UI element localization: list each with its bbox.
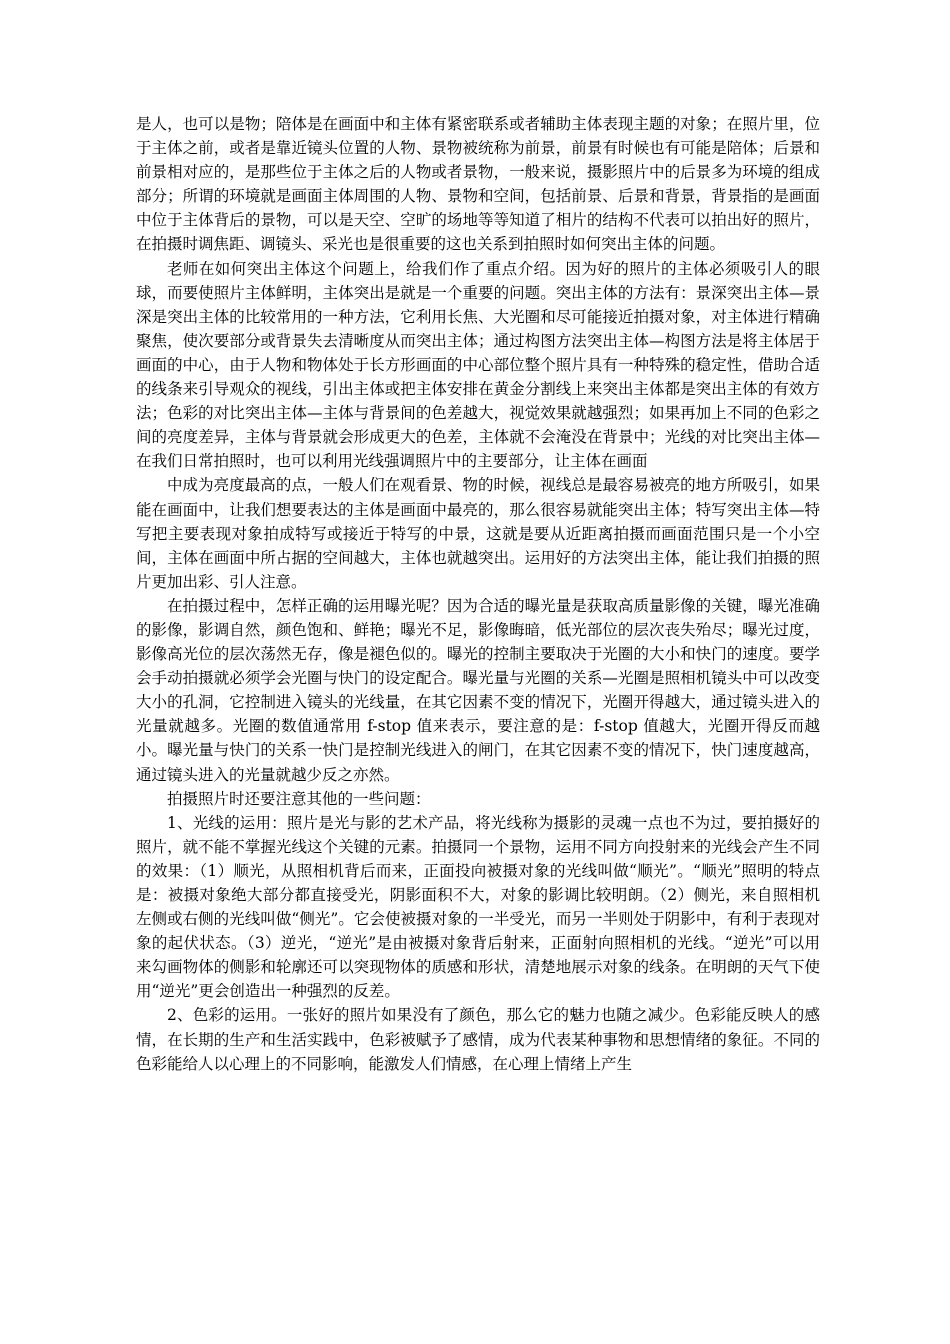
paragraph-subject-structure: 是人，也可以是物；陪体是在画面中和主体有紧密联系或者辅助主体表现主题的对象；在照片里，位于主体之前，或者是靠近镜头位置的人物、景物被统称为前景，前景有时候也有可能是陪体；后景和前景相对应的，是那些位于主体之后的人物或者景物，一般来说，摄影照片中的后景多为环境的组成部分；所谓的环境就是画面主体周围的人物、景物和空间，包括前景、后景和背景，背景指的是画面中位于主体背后的景物，可以是天空、空旷的场地等等知道了相片的结构不代表可以拍出好的照片，在拍摄时调焦距、调镜头、采光也是很重要的这也关系到拍照时如何突出主体的问题。 (136, 115, 820, 254)
paragraph-light-usage: 1、光线的运用：照片是光与影的艺术产品，将光线称为摄影的灵魂一点也不为过，要拍摄好的照片，就不能不掌握光线这个关键的元素。拍摄同一个景物，运用不同方向投射来的光线会产生不同的效果：（1）顺光，从照相机背后而来，正面投向被摄对象的光线叫做“顺光”。“顺光”照明的特点是：被摄对象绝大部分都直接受光，阴影面积不大，对象的影调比较明朗。（2）侧光，来自照相机左侧或右侧的光线叫做“侧光”。它会使被摄对象的一半受光，而另一半则处于阴影中，有利于表现对象的起伏状态。（3）逆光，“逆光”是由被摄对象背后射来，正面射向照相机的光线。“逆光”可以用来勾画物体的侧影和轮廓还可以突现物体的质感和形状，清楚地展示对象的线条。在明朗的天气下使用“逆光”更会创造出一种强烈的反差。 (136, 813, 820, 1001)
paragraph-color-usage: 2、色彩的运用。一张好的照片如果没有了颜色，那么它的魅力也随之减少。色彩能反映人的感情，在长期的生产和生活实践中，色彩被赋予了感情，成为代表某种事物和思想情绪的象征。不同的色彩能给人以心理上的不同影响，能激发人们情感，在心理上情绪上产生 (136, 1006, 820, 1073)
paragraph-exposure: 在拍摄过程中，怎样正确的运用曝光呢？因为合适的曝光量是获取高质量影像的关键，曝光准确的影像，影调自然，颜色饱和、鲜艳；曝光不足，影像晦暗，低光部位的层次丧失殆尽；曝光过度，影像高光位的层次荡然无存，像是褪色似的。曝光的控制主要取决于光圈的大小和快门的速度。要学会手动拍摄就必须学会光圈与快门的设定配合。曝光量与光圈的关系—光圈是照相机镜头中可以改变大小的孔洞，它控制进入镜头的光线量，在其它因素不变的情况下，光圈开得越大，通过镜头进入的光量就越多。光圈的数值通常用 f-stop 值来表示，要注意的是：f-stop 值越大，光圈开得反而越小。曝光量与快门的关系一快门是控制光线进入的闸门，在其它因素不变的情况下，快门速度越高，通过镜头进入的光量就越少反之亦然。 (136, 596, 820, 784)
document-body (136, 112, 820, 1076)
paragraph-other-issues: 拍摄照片时还要注意其他的一些问题： (167, 789, 431, 808)
paragraph-brightness-closeup: 中成为亮度最高的点，一般人们在观看景、物的时候，视线总是最容易被亮的地方所吸引，如果能在画面中，让我们想要表达的主体是画面中最亮的，那么很容易就能突出主体；特写突出主体—特写把主要表现对象拍成特写或接近于特写的中景，这就是要从近距离拍摄而画面范围只是一个小空间，主体在画面中所占据的空间越大，主体也就越突出。运用好的方法突出主体，能让我们拍摄的照片更加出彩、引人注意。 (136, 476, 820, 591)
paragraph-highlight-subject: 老师在如何突出主体这个问题上，给我们作了重点介绍。因为好的照片的主体必须吸引人的眼球，而要使照片主体鲜明，主体突出是就是一个重要的问题。突出主体的方法有：景深突出主体—景深是突出主体的比较常用的一种方法，它利用长焦、大光圈和尽可能接近拍摄对象，对主体进行精确聚焦，使次要部分或背景失去清晰度从而突出主体；通过构图方法突出主体—构图方法是将主体居于画面的中心，由于人物和物体处于长方形画面的中心部位整个照片具有一种特殊的稳定性，借助合适的线条来引导观众的视线，引出主体或把主体安排在黄金分割线上来突出主体都是突出主体的有效方法；色彩的对比突出主体—主体与背景间的色差越大，视觉效果就越强烈；如果再加上不同的色彩之间的亮度差异，主体与背景就会形成更大的色差，主体就不会淹没在背景中；光线的对比突出主体—在我们日常拍照时，也可以利用光线强调照片中的主要部分，让主体在画面 (136, 259, 820, 471)
